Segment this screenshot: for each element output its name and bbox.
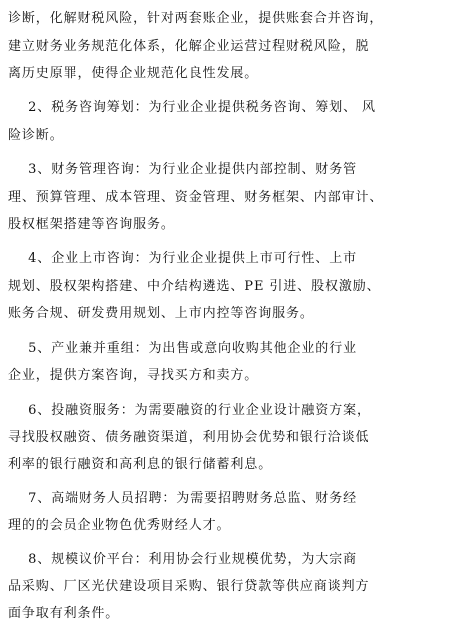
text-line: 7、高端财务人员招聘：为需要招聘财务总监、财务经: [8, 491, 358, 506]
text-line: 寻找股权融资、债务融资渠道，利用协会优势和银行洽谈低: [8, 430, 370, 445]
text-line: 8、规模议价平台：利用协会行业规模优势，为大宗商: [8, 552, 358, 567]
text-line: 品采购、厂区光伏建设项目采购、银行贷款等供应商谈判方: [8, 579, 370, 594]
text-line: 账务合规、研发费用规划、上市内控等咨询服务。: [8, 306, 314, 321]
text-line: 建立财务业务规范化体系，化解企业运营过程财税风险，脱: [8, 39, 370, 54]
text-line: 规划、股权架构搭建、中介结构遴选、PE 引进、股权激励、: [8, 279, 381, 294]
text-line: 2、税务咨询筹划：为行业企业提供税务咨询、筹划、 风: [8, 100, 376, 115]
text-line: 理、预算管理、成本管理、资金管理、财务框架、内部审计、: [8, 190, 384, 205]
text-line: 股权框架搭建等咨询服务。: [8, 217, 175, 232]
text-line: 6、投融资服务：为需要融资的行业企业设计融资方案，: [8, 403, 371, 418]
text-line: 险诊断。: [8, 128, 64, 143]
text-line: 诊断，化解财税风险，针对两套账企业，提供账套合并咨询，: [8, 11, 384, 26]
text-line: 利率的银行融资和高利息的银行储蓄利息。: [8, 457, 273, 472]
text-line: 4、企业上市咨询：为行业企业提供上市可行性、上市: [8, 251, 358, 266]
text-line: 离历史原罪，使得企业规范化良性发展。: [8, 66, 259, 81]
text-line: 企业，提供方案咨询，寻找买方和卖方。: [8, 368, 259, 383]
text-line: 理的的会员企业物色优秀财经人才。: [8, 518, 231, 533]
text-line: 3、财务管理咨询：为行业企业提供内部控制、财务管: [8, 162, 358, 177]
text-line: 5、产业兼并重组：为出售或意向收购其他企业的行业: [8, 341, 358, 356]
text-line: 面争取有利条件。: [8, 606, 120, 621]
